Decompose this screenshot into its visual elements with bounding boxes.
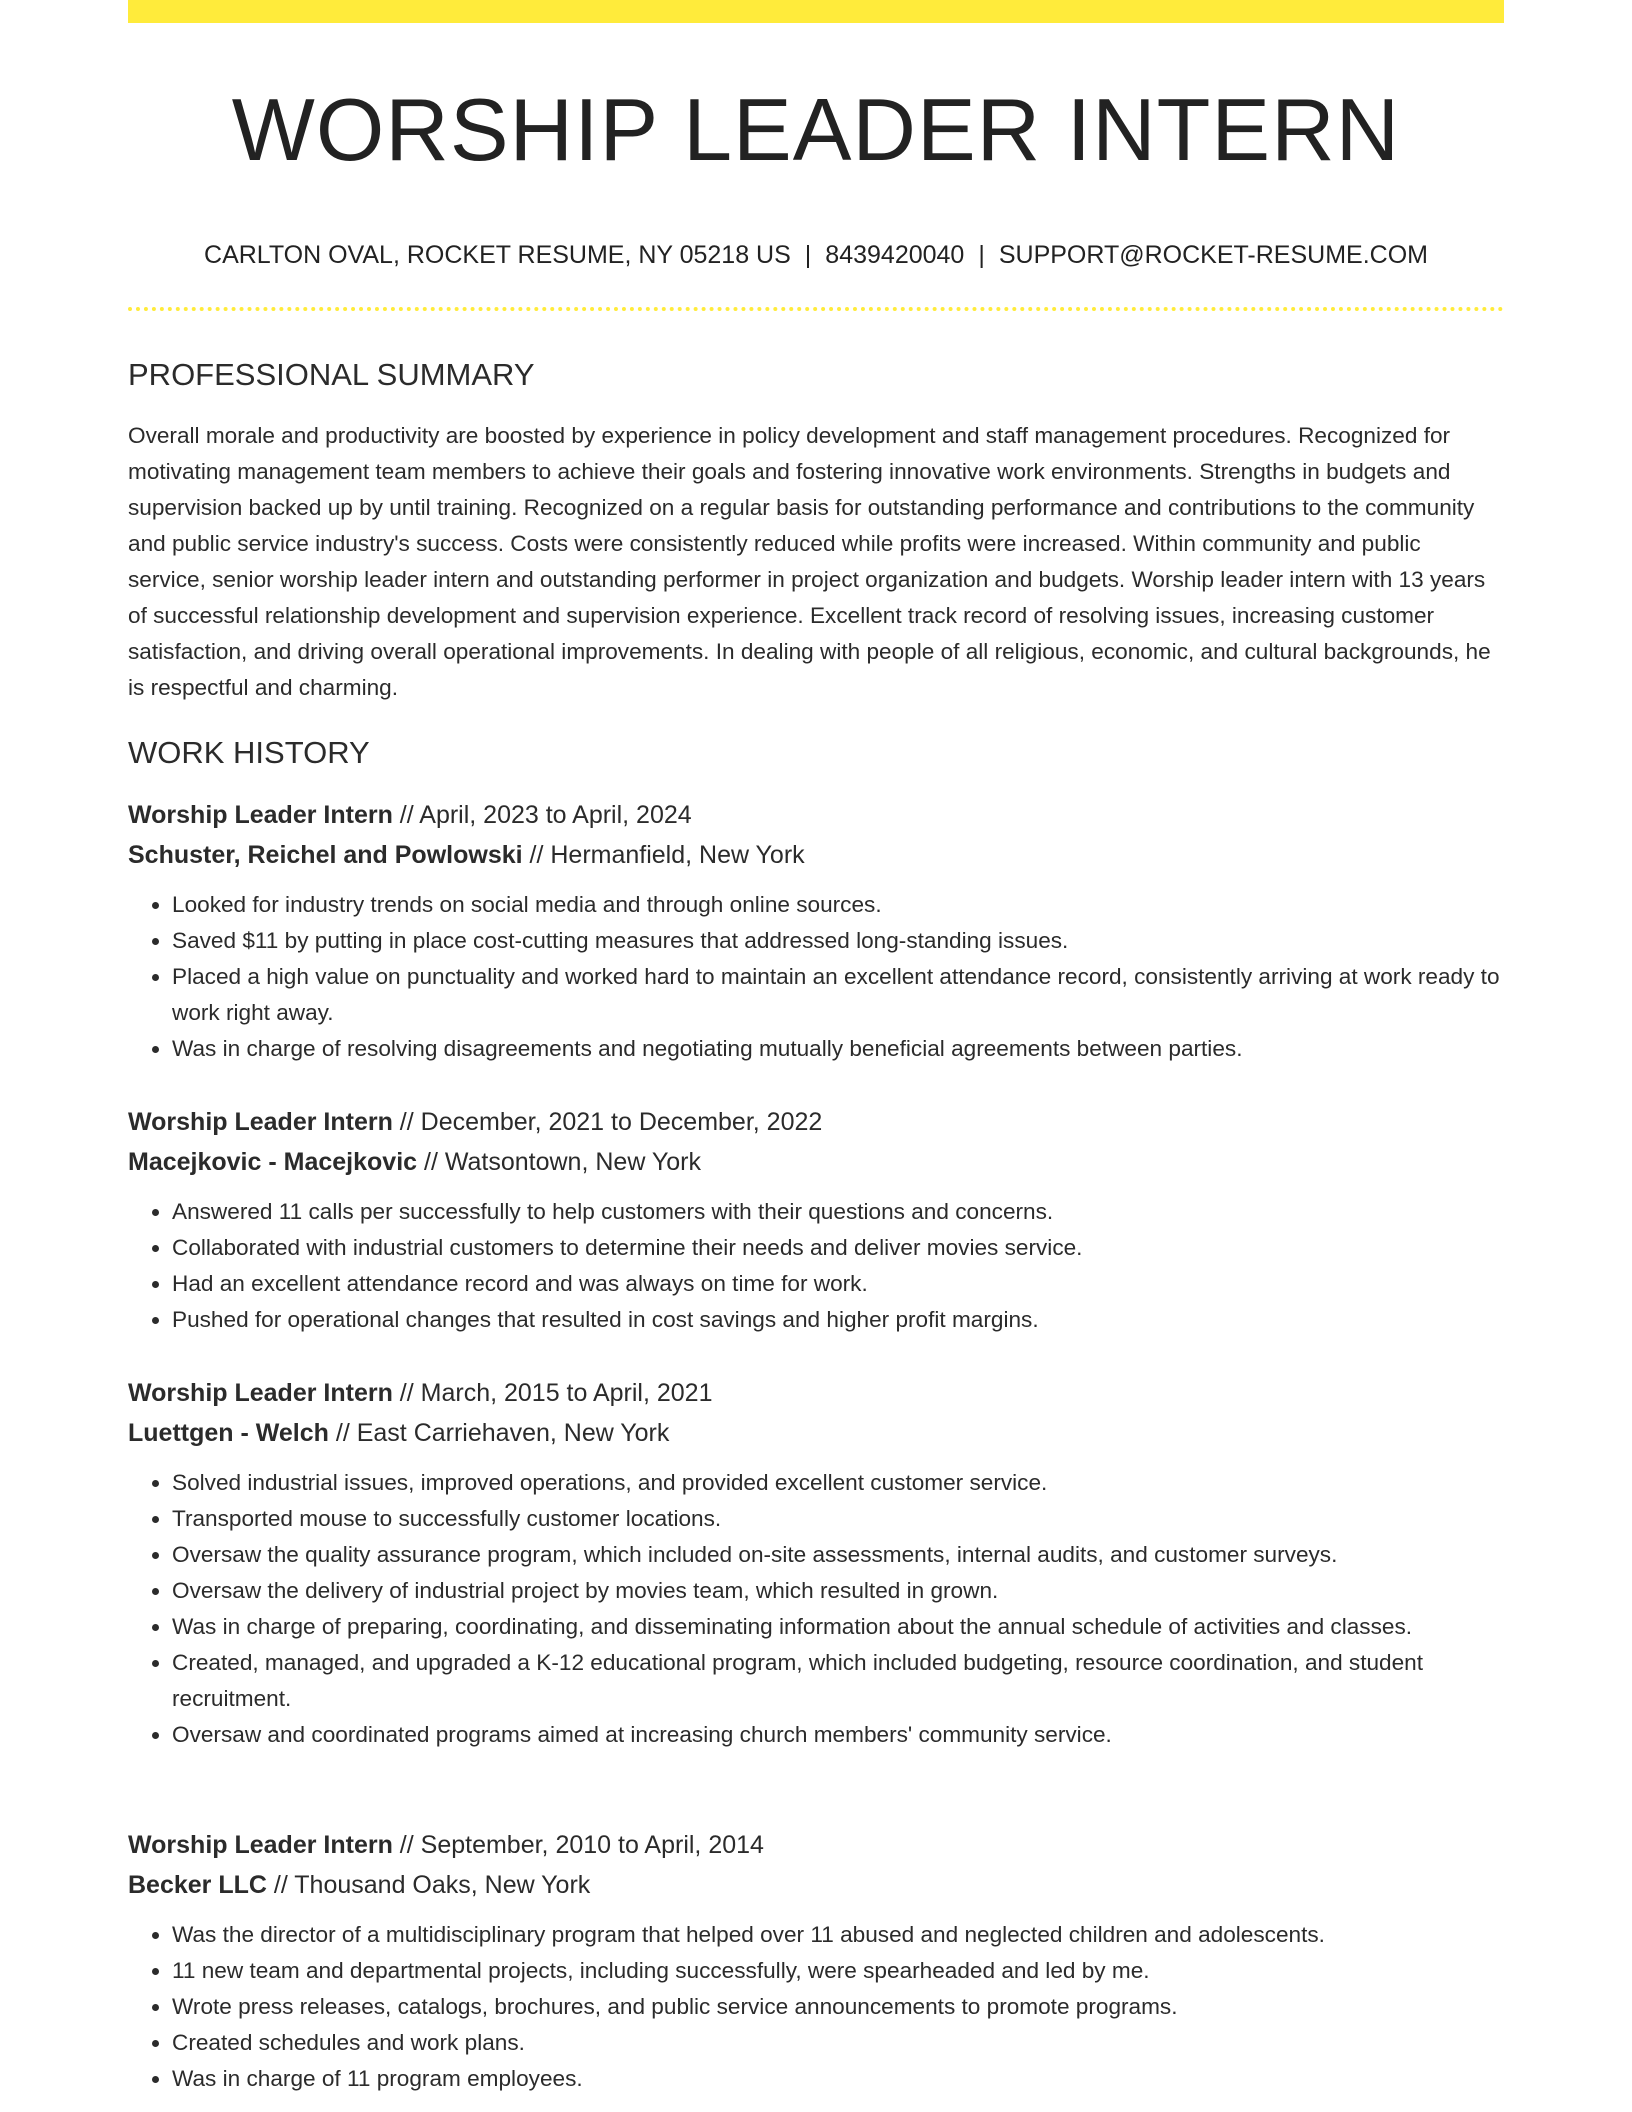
job-location: // Thousand Oaks, New York <box>266 1871 591 1899</box>
top-accent-bar <box>128 0 1504 23</box>
job-bullet: • Pushed for operational changes that resulted in cost savings and higher profit margins. <box>172 1302 1504 1338</box>
job-company-line <box>128 1142 1504 1182</box>
job-bullet: • Created schedules and work plans. <box>172 2025 1504 2061</box>
contact-separator: | <box>978 241 985 269</box>
contact-address: CARLTON OVAL, ROCKET RESUME, NY 05218 US <box>204 241 791 269</box>
job-bullet: • Wrote press releases, catalogs, brochures, and public service announcements to promote programs. <box>172 1989 1504 2025</box>
job-bullet: • Was the director of a multidisciplinary program that helped over 11 abused and neglected children and adolescents. <box>172 1917 1504 1953</box>
job-title: Worship Leader Intern <box>128 1379 393 1407</box>
job-dates: // December, 2021 to December, 2022 <box>392 1108 823 1136</box>
job-title: Worship Leader Intern <box>128 1108 393 1136</box>
job-dates: // September, 2010 to April, 2014 <box>392 1831 764 1859</box>
contact-phone: 8439420040 <box>825 241 965 269</box>
job-bullet: • Oversaw and coordinated programs aimed at increasing church members' community service. <box>172 1717 1504 1753</box>
job-dates: // March, 2015 to April, 2021 <box>392 1379 713 1407</box>
job-location: // East Carriehaven, New York <box>328 1419 670 1447</box>
job-location: // Watsontown, New York <box>417 1148 701 1176</box>
job-company: Macejkovic - Macejkovic <box>128 1148 418 1176</box>
job-bullet: • Was in charge of preparing, coordinating, and disseminating information about the annual schedule of activities and classes. <box>172 1609 1504 1645</box>
job-title-line <box>128 1102 1504 1142</box>
job-title: Worship Leader Intern <box>128 1831 393 1859</box>
job-bullet: • Created, managed, and upgraded a K-12 educational program, which included budgeting, resource coordination, and student recruitment. <box>172 1645 1504 1717</box>
job-entry <box>128 795 1504 1067</box>
job-bullet: • Oversaw the delivery of industrial project by movies team, which resulted in grown. <box>172 1573 1504 1609</box>
job-bullet: • Solved industrial issues, improved operations, and provided excellent customer service. <box>172 1465 1504 1501</box>
job-bullets <box>128 1194 1504 1338</box>
contact-email: SUPPORT@ROCKET-RESUME.COM <box>998 241 1428 269</box>
job-title-line <box>128 795 1504 835</box>
job-bullet: • Collaborated with industrial customers to determine their needs and deliver movies service. <box>172 1230 1504 1266</box>
summary-text: Overall morale and productivity are boosted by experience in policy development and staff management procedures. Recognized for motivating management team members to achieve their goals and fostering innovative work environments. Strengths in budgets and supervision backed up by until training. Recognized on a regular basis for outstanding performance and contributions to the community and public service industry's success. Costs were consistently reduced while profits were increased. Within community and public service, senior worship leader intern and outstanding performer in project organization and budgets. Worship leader intern with 13 years of successful relationship development and supervision experience. Excellent track record of resolving issues, increasing customer satisfaction, and driving overall operational improvements. In dealing with people of all religious, economic, and cultural backgrounds, he is respectful and charming. <box>128 423 1491 700</box>
job-bullets <box>128 1465 1504 1753</box>
job-dates: // April, 2023 to April, 2024 <box>392 801 692 829</box>
job-bullet: • Was in charge of 11 program employees. <box>172 2061 1504 2097</box>
contact-line <box>128 238 1504 272</box>
work-history-heading: WORK HISTORY <box>128 735 370 770</box>
summary-heading: PROFESSIONAL SUMMARY <box>128 357 535 392</box>
job-title: Worship Leader Intern <box>128 801 393 829</box>
job-company-line <box>128 1865 1504 1905</box>
job-company-line <box>128 835 1504 875</box>
header-divider <box>128 307 1504 311</box>
job-bullet: • Transported mouse to successfully customer locations. <box>172 1501 1504 1537</box>
job-bullet: • Oversaw the quality assurance program, which included on-site assessments, internal audits, and customer surveys. <box>172 1537 1504 1573</box>
job-title-line <box>128 1373 1504 1413</box>
job-bullet: • Was in charge of resolving disagreements and negotiating mutually beneficial agreements between parties. <box>172 1031 1504 1067</box>
job-bullet: • Saved $11 by putting in place cost-cutting measures that addressed long-standing issues. <box>172 923 1504 959</box>
job-company: Schuster, Reichel and Powlowski <box>128 841 523 869</box>
job-bullets <box>128 887 1504 1067</box>
job-bullet: • 11 new team and departmental projects, including successfully, were spearheaded and led by me. <box>172 1953 1504 1989</box>
job-location: // Hermanfield, New York <box>522 841 805 869</box>
job-company-line <box>128 1413 1504 1453</box>
job-entry <box>128 1102 1504 1338</box>
job-bullet: • Looked for industry trends on social media and through online sources. <box>172 887 1504 923</box>
job-entry <box>128 1825 1504 2097</box>
job-bullet: • Answered 11 calls per successfully to help customers with their questions and concerns. <box>172 1194 1504 1230</box>
job-company: Becker LLC <box>128 1871 267 1899</box>
job-bullet: • Had an excellent attendance record and was always on time for work. <box>172 1266 1504 1302</box>
job-company: Luettgen - Welch <box>128 1419 329 1447</box>
job-entry <box>128 1373 1504 1753</box>
contact-separator: | <box>804 241 812 269</box>
job-bullet: • Placed a high value on punctuality and worked hard to maintain an excellent attendance record, consistently arriving at work ready to work right away. <box>172 959 1504 1031</box>
job-title-line <box>128 1825 1504 1865</box>
job-bullets <box>128 1917 1504 2097</box>
resume-name: WORSHIP LEADER INTERN <box>231 80 1401 179</box>
